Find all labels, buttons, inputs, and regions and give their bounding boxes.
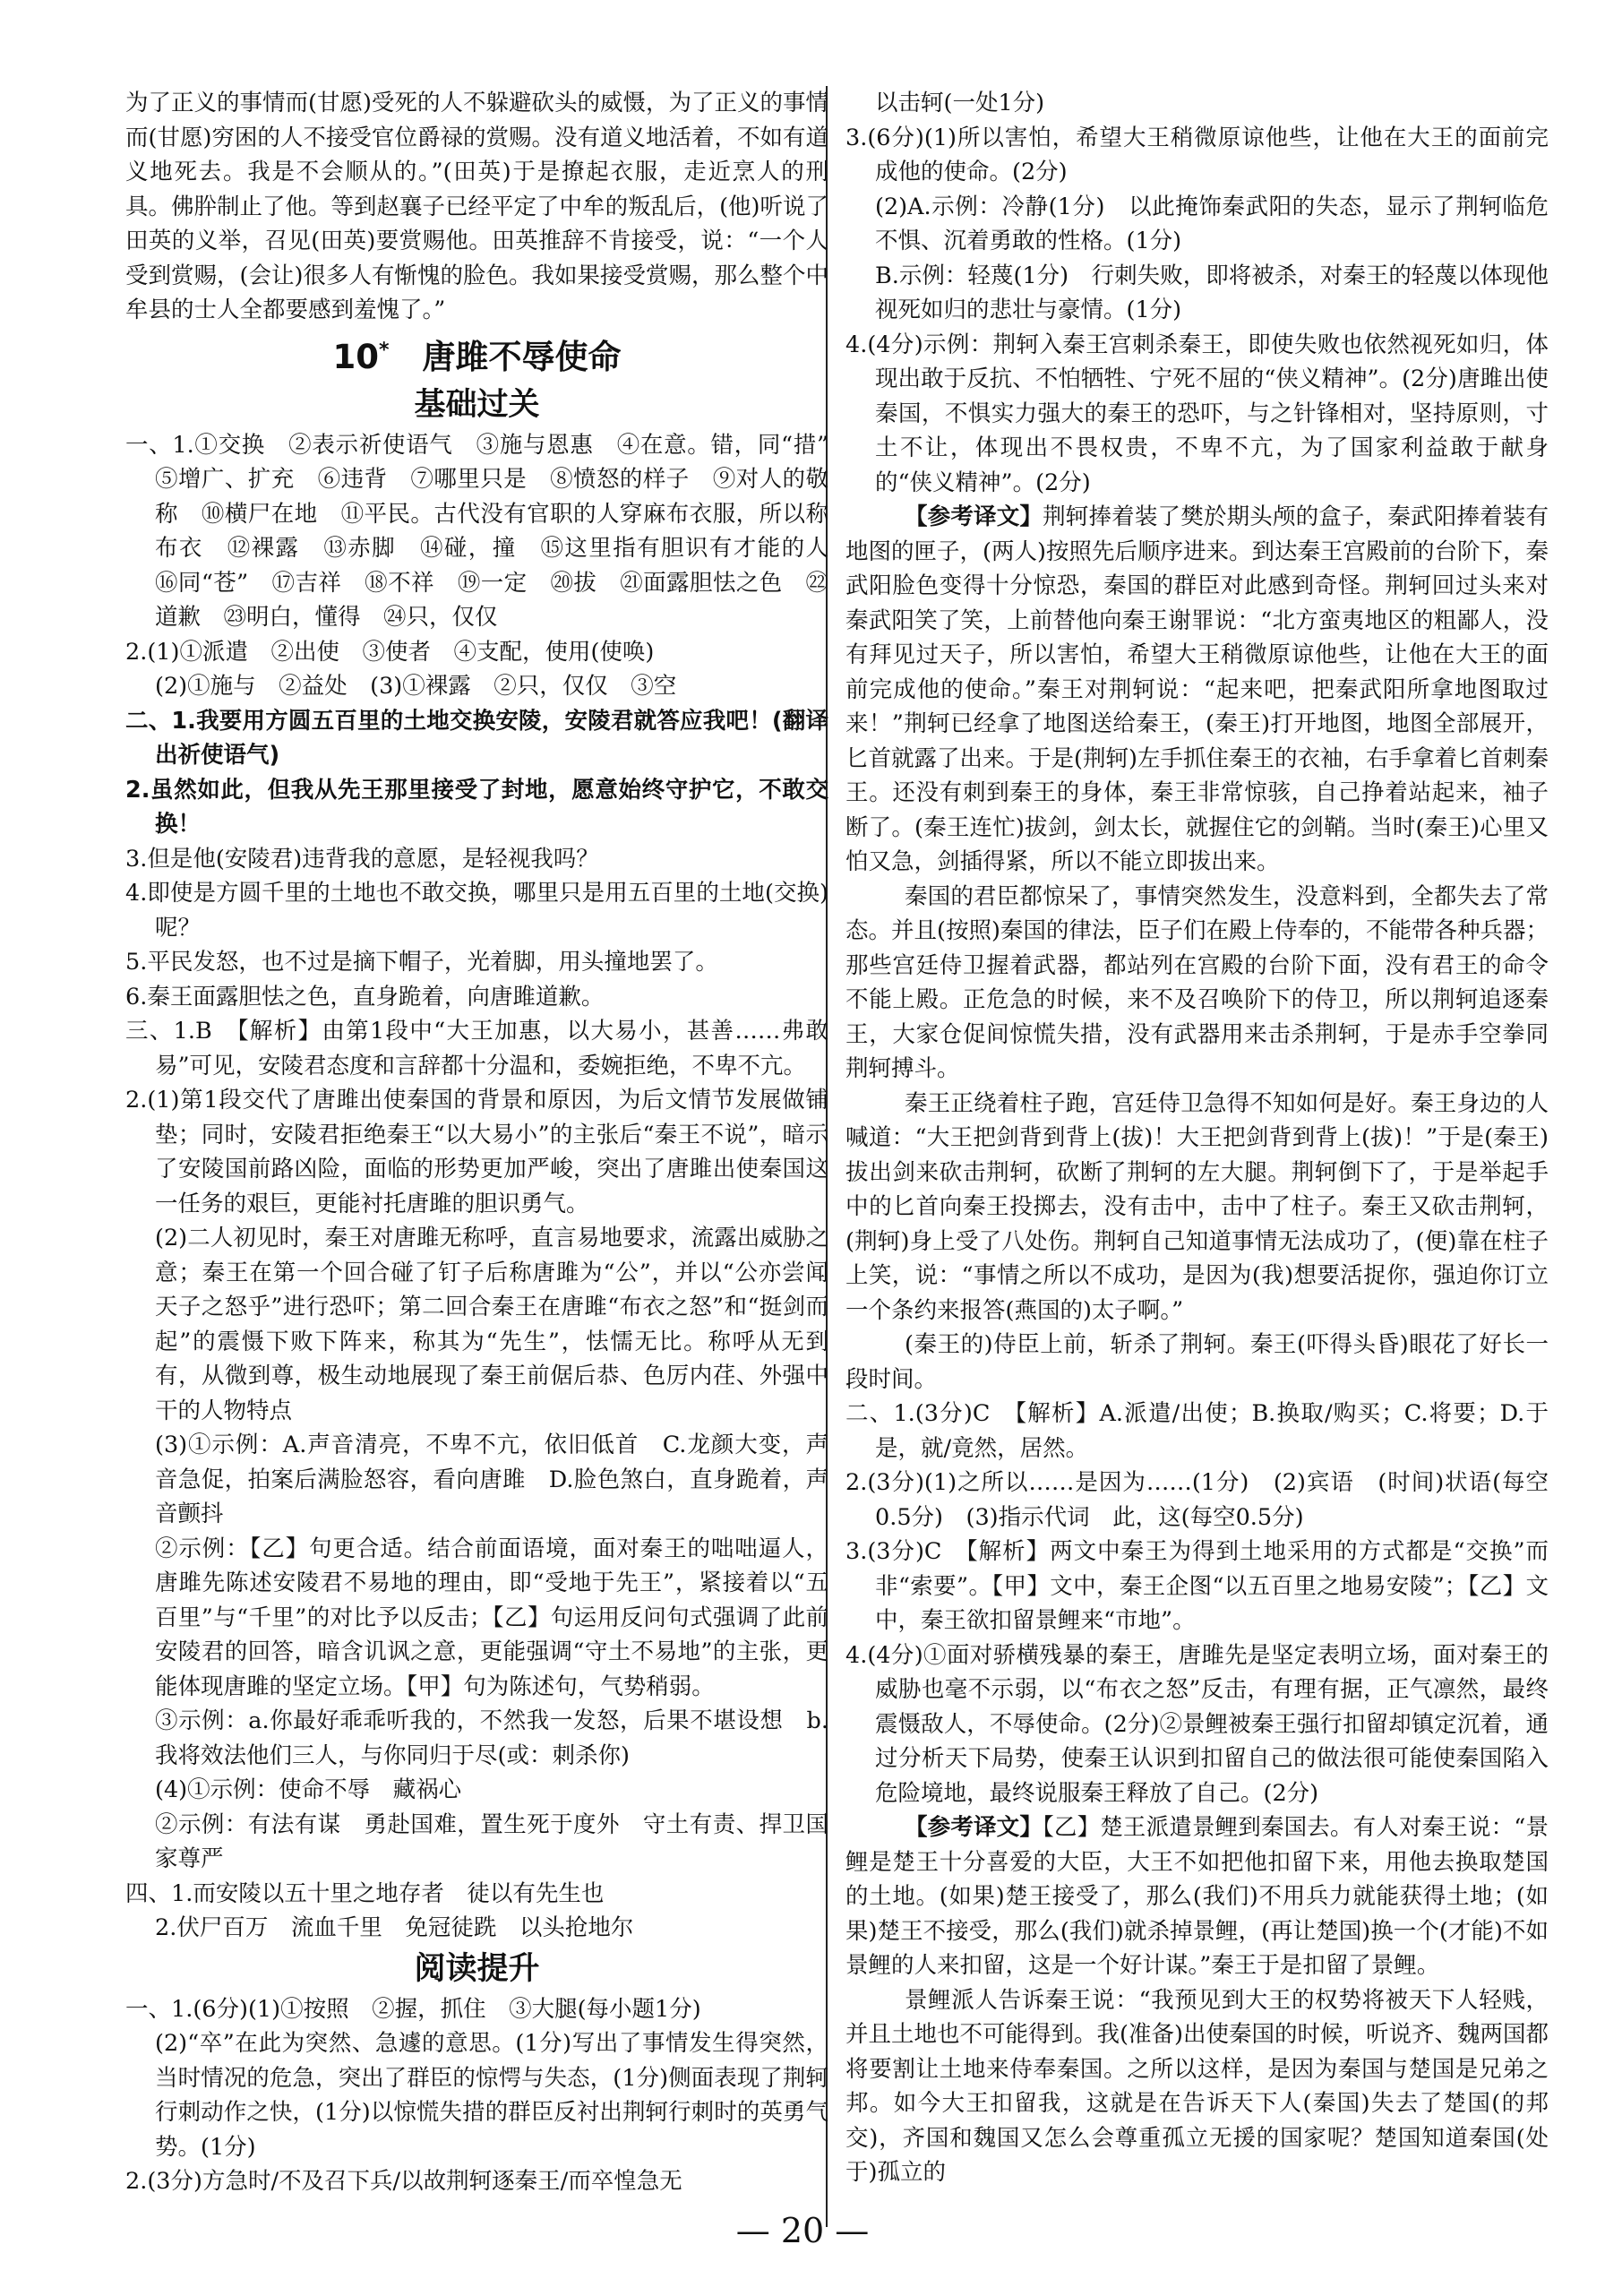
r1-3-2: (2)A.示例：冷静(1分) 以此掩饰秦武阳的失态，显示了荆轲临危不惧、沉着勇敢的性格。(1分) [875, 193, 1549, 254]
r1-4: 4.(4分)示例：荆轲入秦王宫刺杀秦王，即使失败也依然视死如归，体现出敢于反抗、不怕牺牲、宁死不屈的“侠义精神”。(2分)唐雎出使秦国，不惧实力强大的秦王的恐吓，与之针锋相对，坚持原则，寸土不让，体现出不畏权贵，不卑不亢，为了国家利益敢于献身的“侠义精神”。(2分) [845, 331, 1549, 496]
q3-2-3: (3)①示例：A.声音清亮，不卑不亢，依旧低首 C.龙颜大变，声音急促，拍案后满脸怒容，看向唐雎 D.脸色煞白，直身跪着，声音颤抖 [155, 1432, 828, 1527]
translation-1-label: 【参考译文】 [905, 503, 1043, 530]
q3-1: 三、1.B 【解析】由第1段中“大王加惠，以大易小，甚善……弗敢易”可见，安陵君态度和言辞都十分温和，委婉拒绝，不卑不亢。 [125, 1018, 828, 1079]
q3-2-6: (4)①示例：使命不辱 藏祸心 [155, 1776, 462, 1803]
page-number: — 20 — [735, 2211, 870, 2250]
q3-2-5: ③示例：a.你最好乖乖听我的，不然我一发怒，后果不堪设想 b.我将效法他们三人，与你同归于尽(或：刺杀你) [155, 1707, 828, 1769]
section-heading-reading: 阅读提升 [414, 1950, 540, 1987]
lesson-name: 唐雎不辱使命 [422, 337, 622, 376]
r2-1: 二、1.(3分)C 【解析】A.派遣/出使；B.换取/购买；C.将要；D.于是，就/竟然，居然。 [845, 1400, 1549, 1462]
translation-2-p1: 【参考译文】【乙】楚王派遣景鲤到秦国去。有人对秦王说：“景鲤是楚王十分喜爱的大臣，大王不如把他扣留下来，用他去换取楚国的土地。(如果)楚王接受了，那么(我们)不用兵力就能获得土地；(如果)楚王不接受，那么(我们)就杀掉景鲤，(再让楚国)换一个(才能)不如景鲤的人来扣留，这是一个好计谋。”秦王于是扣留了景鲤。 [845, 1814, 1549, 1979]
q1-2b: (2)①施与 ②益处 (3)①裸露 ②只，仅仅 ③空 [155, 673, 677, 700]
translation-2-p2: 景鲤派人告诉秦王说：“我预见到大王的权势将被天下人轻贱，并且土地也不可能得到。我(准备)出使秦国的时候，听说齐、魏两国都将要割让土地来侍奉秦国。之所以这样，是因为秦国与楚国是兄弟之邦。如今大王扣留我，这就是在告诉天下人(秦国)失去了楚国(的邦交)，齐国和魏国又怎么会尊重孤立无援的国家呢？楚国知道秦国(处于)孤立的 [845, 1986, 1549, 2186]
q3-2-1: 2.(1)第1段交代了唐雎出使秦国的背景和原因，为后文情节发展做铺垫；同时，安陵君拒绝秦王“以大易小”的主张后“秦王不说”，暗示了安陵国前路凶险，面临的形势更加严峻，突出了唐雎出使秦国这一任务的艰巨，更能衬托唐雎的胆识勇气。 [125, 1087, 828, 1217]
r1-1: 一、1.(6分)(1)①按照 ②握，抓住 ③大腿(每小题1分) [125, 1995, 701, 2023]
r1-1b: (2)“卒”在此为突然、急遽的意思。(1分)写出了事情发生得突然，当时情况的危急，突出了群臣的惊愕与失态，(1分)侧面表现了荆轲行刺动作之快，(1分)以惊慌失措的群臣反衬出荆轲行刺时的英勇气势。(1分) [155, 2030, 828, 2161]
q3-2-4: ②示例：【乙】句更合适。结合前面语境，面对秦王的咄咄逼人，唐雎先陈述安陵君不易地的理由，即“受地于先王”，紧接着以“五百里”与“千里”的对比予以反击；【乙】句运用反问句式强调了此前安陵君的回答，暗含讥讽之意，更能强调“守土不易地”的主张，更能体现唐雎的坚定立场。【甲】句为陈述句，气势稍弱。 [155, 1535, 828, 1700]
translation-1-p1: 【参考译文】荆轲捧着装了樊於期头颅的盒子，秦武阳捧着装有地图的匣子，(两人)按照先后顺序进来。到达秦王宫殿前的台阶下，秦武阳脸色变得十分惊恐，秦国的群臣对此感到奇怪。荆轲回过头来对秦武阳笑了笑，上前替他向秦王谢罪说：“北方蛮夷地区的粗鄙人，没有拜见过天子，所以害怕，希望大王稍微原谅他些，让他在大王的面前完成他的使命。”秦王对荆轲说：“起来吧，把秦武阳所拿地图取过来！”荆轲已经拿了地图送给秦王，(秦王)打开地图，地图全部展开，匕首就露了出来。于是(荆轲)左手抓住秦王的衣袖，右手拿着匕首刺秦王。还没有刺到秦王的身体，秦王非常惊骇，自己挣着站起来，袖子断了。(秦王连忙)拔剑，剑太长，就握住它的剑鞘。当时(秦王)心里又怕又急，剑插得紧，所以不能立即拔出来。 [845, 503, 1549, 875]
q4-1: 四、1.而安陵以五十里之地存者 徒以有先生也 [125, 1879, 605, 1907]
q4-2: 2.伏尸百万 流血千里 免冠徒跣 以头抢地尔 [155, 1914, 634, 1941]
q2-2: 2.虽然如此，但我从先王那里接受了封地，愿意始终守护它，不敢交换！ [125, 776, 828, 838]
q2-5: 5.平民发怒，也不过是摘下帽子，光着脚，用头撞地罢了。 [125, 949, 718, 976]
lesson-title [125, 333, 828, 382]
r1-2-cont: 以击轲(一处1分) [875, 90, 1045, 116]
lesson-number: 10 [332, 337, 379, 376]
r1-3: 3.(6分)(1)所以害怕，希望大王稍微原谅他些，让他在大王的面前完成他的使命。(2分) [845, 124, 1549, 185]
carry-over-translation: 为了正义的事情而(甘愿)受死的人不躲避砍头的威慑，为了正义的事情而(甘愿)穷困的人不接受官位爵禄的赏赐。没有道义地活着，不如有道义地死去。我是不会顺从的。”(田英)于是撩起衣服，走近烹人的刑具。佛肸制止了他。等到赵襄子已经平定了中牟的叛乱后，(他)听说了田英的义举，召见(田英)要赏赐他。田英推辞不肯接受，说：“一个人受到赏赐，(会让)很多人有惭愧的脸色。我如果接受赏赐，那么整个中牟县的士人全都要感到羞愧了。” [125, 90, 828, 323]
translation-1-p3: 秦王正绕着柱子跑，宫廷侍卫急得不知如何是好。秦王身边的人喊道：“大王把剑背到背上(拔)！大王把剑背到背上(拔)！”于是(秦王)拔出剑来砍击荆轲，砍断了荆轲的左大腿。荆轲倒下了，于是举起手中的匕首向秦王投掷去，没有击中，击中了柱子。秦王又砍击荆轲，(荆轲)身上受了八处伤。荆轲自己知道事情无法成功了，(便)靠在柱子上笑，说：“事情之所以不成功，是因为(我)想要活捉你，强迫你订立一个条约来报答(燕国的)太子啊。” [845, 1089, 1549, 1324]
q2-6: 6.秦王面露胆怯之色，直身跪着，向唐雎道歉。 [125, 983, 605, 1010]
section-heading-basics: 基础过关 [414, 386, 540, 423]
r1-2: 2.(3分)方急时/不及召下兵/以故荆轲逐秦王/而卒惶急无 [125, 2168, 682, 2195]
r2-4: 4.(4分)①面对骄横残暴的秦王，唐雎先是坚定表明立场，面对秦王的威胁也毫不示弱，以“布衣之怒”反击，有理有据，正气凛然，最终震慑敌人，不辱使命。(2分)②景鲤被秦王强行扣留却镇定沉着，通过分析天下局势，使秦王认识到扣留自己的做法很可能使秦国陷入危险境地，最终说服秦王释放了自己。(2分) [845, 1641, 1549, 1807]
q2-3: 3.但是他(安陵君)违背我的意愿，是轻视我吗？ [125, 845, 599, 873]
q1-2a: 2.(1)①派遣 ②出使 ③使者 ④支配，使用(使唤) [125, 638, 655, 666]
q3-2-7: ②示例：有法有谋 勇赴国难，置生死于度外 守土有责、捍卫国家尊严 [155, 1810, 828, 1872]
r2-3: 3.(3分)C 【解析】两文中秦王为得到土地采用的方式都是“交换”而非“索要”。【甲】文中，秦王企图“以五百里之地易安陵”；【乙】文中，秦王欲扣留景鲤来“市地”。 [845, 1538, 1549, 1634]
left-column [125, 86, 852, 2199]
q1-1: 一、1.①交换 ②表示祈使语气 ③施与恩惠 ④在意。错，同“措” ⑤增广、扩充 ⑥违背 ⑦哪里只是 ⑧愤怒的样子 ⑨对人的敬称 ⑩横尸在地 ⑪平民。古代没有官职的人穿麻布衣服，所以称布衣 ⑫裸露 ⑬赤脚 ⑭碰，撞 ⑮这里指有胆识有才能的人 ⑯同“苍” ⑰吉祥 ⑱不祥 ⑲一定 ⑳拔 ㉑面露胆怯之色 ㉒道歉 ㉓明白，懂得 ㉔只，仅仅 [125, 431, 852, 631]
translation-1-p4: (秦王的)侍臣上前，斩杀了荆轲。秦王(吓得头昏)眼花了好长一段时间。 [845, 1331, 1549, 1393]
translation-1-p2: 秦国的君臣都惊呆了，事情突然发生，没意料到，全都失去了常态。并且(按照)秦国的律法，臣子们在殿上侍奉的，不能带各种兵器；那些宫廷侍卫握着武器，都站列在宫殿的台阶下面，没有君王的命令不能上殿。正危急的时候，来不及召唤阶下的侍卫，所以荆轲追逐秦王，大家仓促间惊慌失措，没有武器用来击杀荆轲，于是赤手空拳同荆轲搏斗。 [845, 882, 1549, 1082]
q2-1: 二、1.我要用方圆五百里的土地交换安陵，安陵君就答应我吧！(翻译出祈使语气) [125, 707, 828, 769]
translation-2-label: 【参考译文】 [905, 1814, 1043, 1841]
r2-2: 2.(3分)(1)之所以……是因为……(1分) (2)宾语 (时间)状语(每空0.5分) (3)指示代词 此，这(每空0.5分) [845, 1469, 1549, 1531]
lesson-star: * [378, 339, 390, 362]
r1-3-3: B.示例：轻蔑(1分) 行刺失败，即将被杀，对秦王的轻蔑以体现他视死如归的悲壮与豪情。(1分) [875, 262, 1549, 323]
q2-4: 4.即使是方圆千里的土地也不敢交换，哪里只是用五百里的土地(交换)呢？ [125, 880, 828, 942]
q3-2-2: (2)二人初见时，秦王对唐雎无称呼，直言易地要求，流露出威胁之意；秦王在第一个回合碰了钉子后称唐雎为“公”，并以“公亦尝闻天子之怒乎”进行恐吓；第二回合秦王在唐雎“布衣之怒”和“挺剑而起”的震慑下败下阵来，称其为“先生”，怯懦无比。称呼从无到有，从微到尊，极生动地展现了秦王前倨后恭、色厉内荏、外强中干的人物特点 [155, 1225, 828, 1424]
right-column [845, 86, 1549, 2190]
